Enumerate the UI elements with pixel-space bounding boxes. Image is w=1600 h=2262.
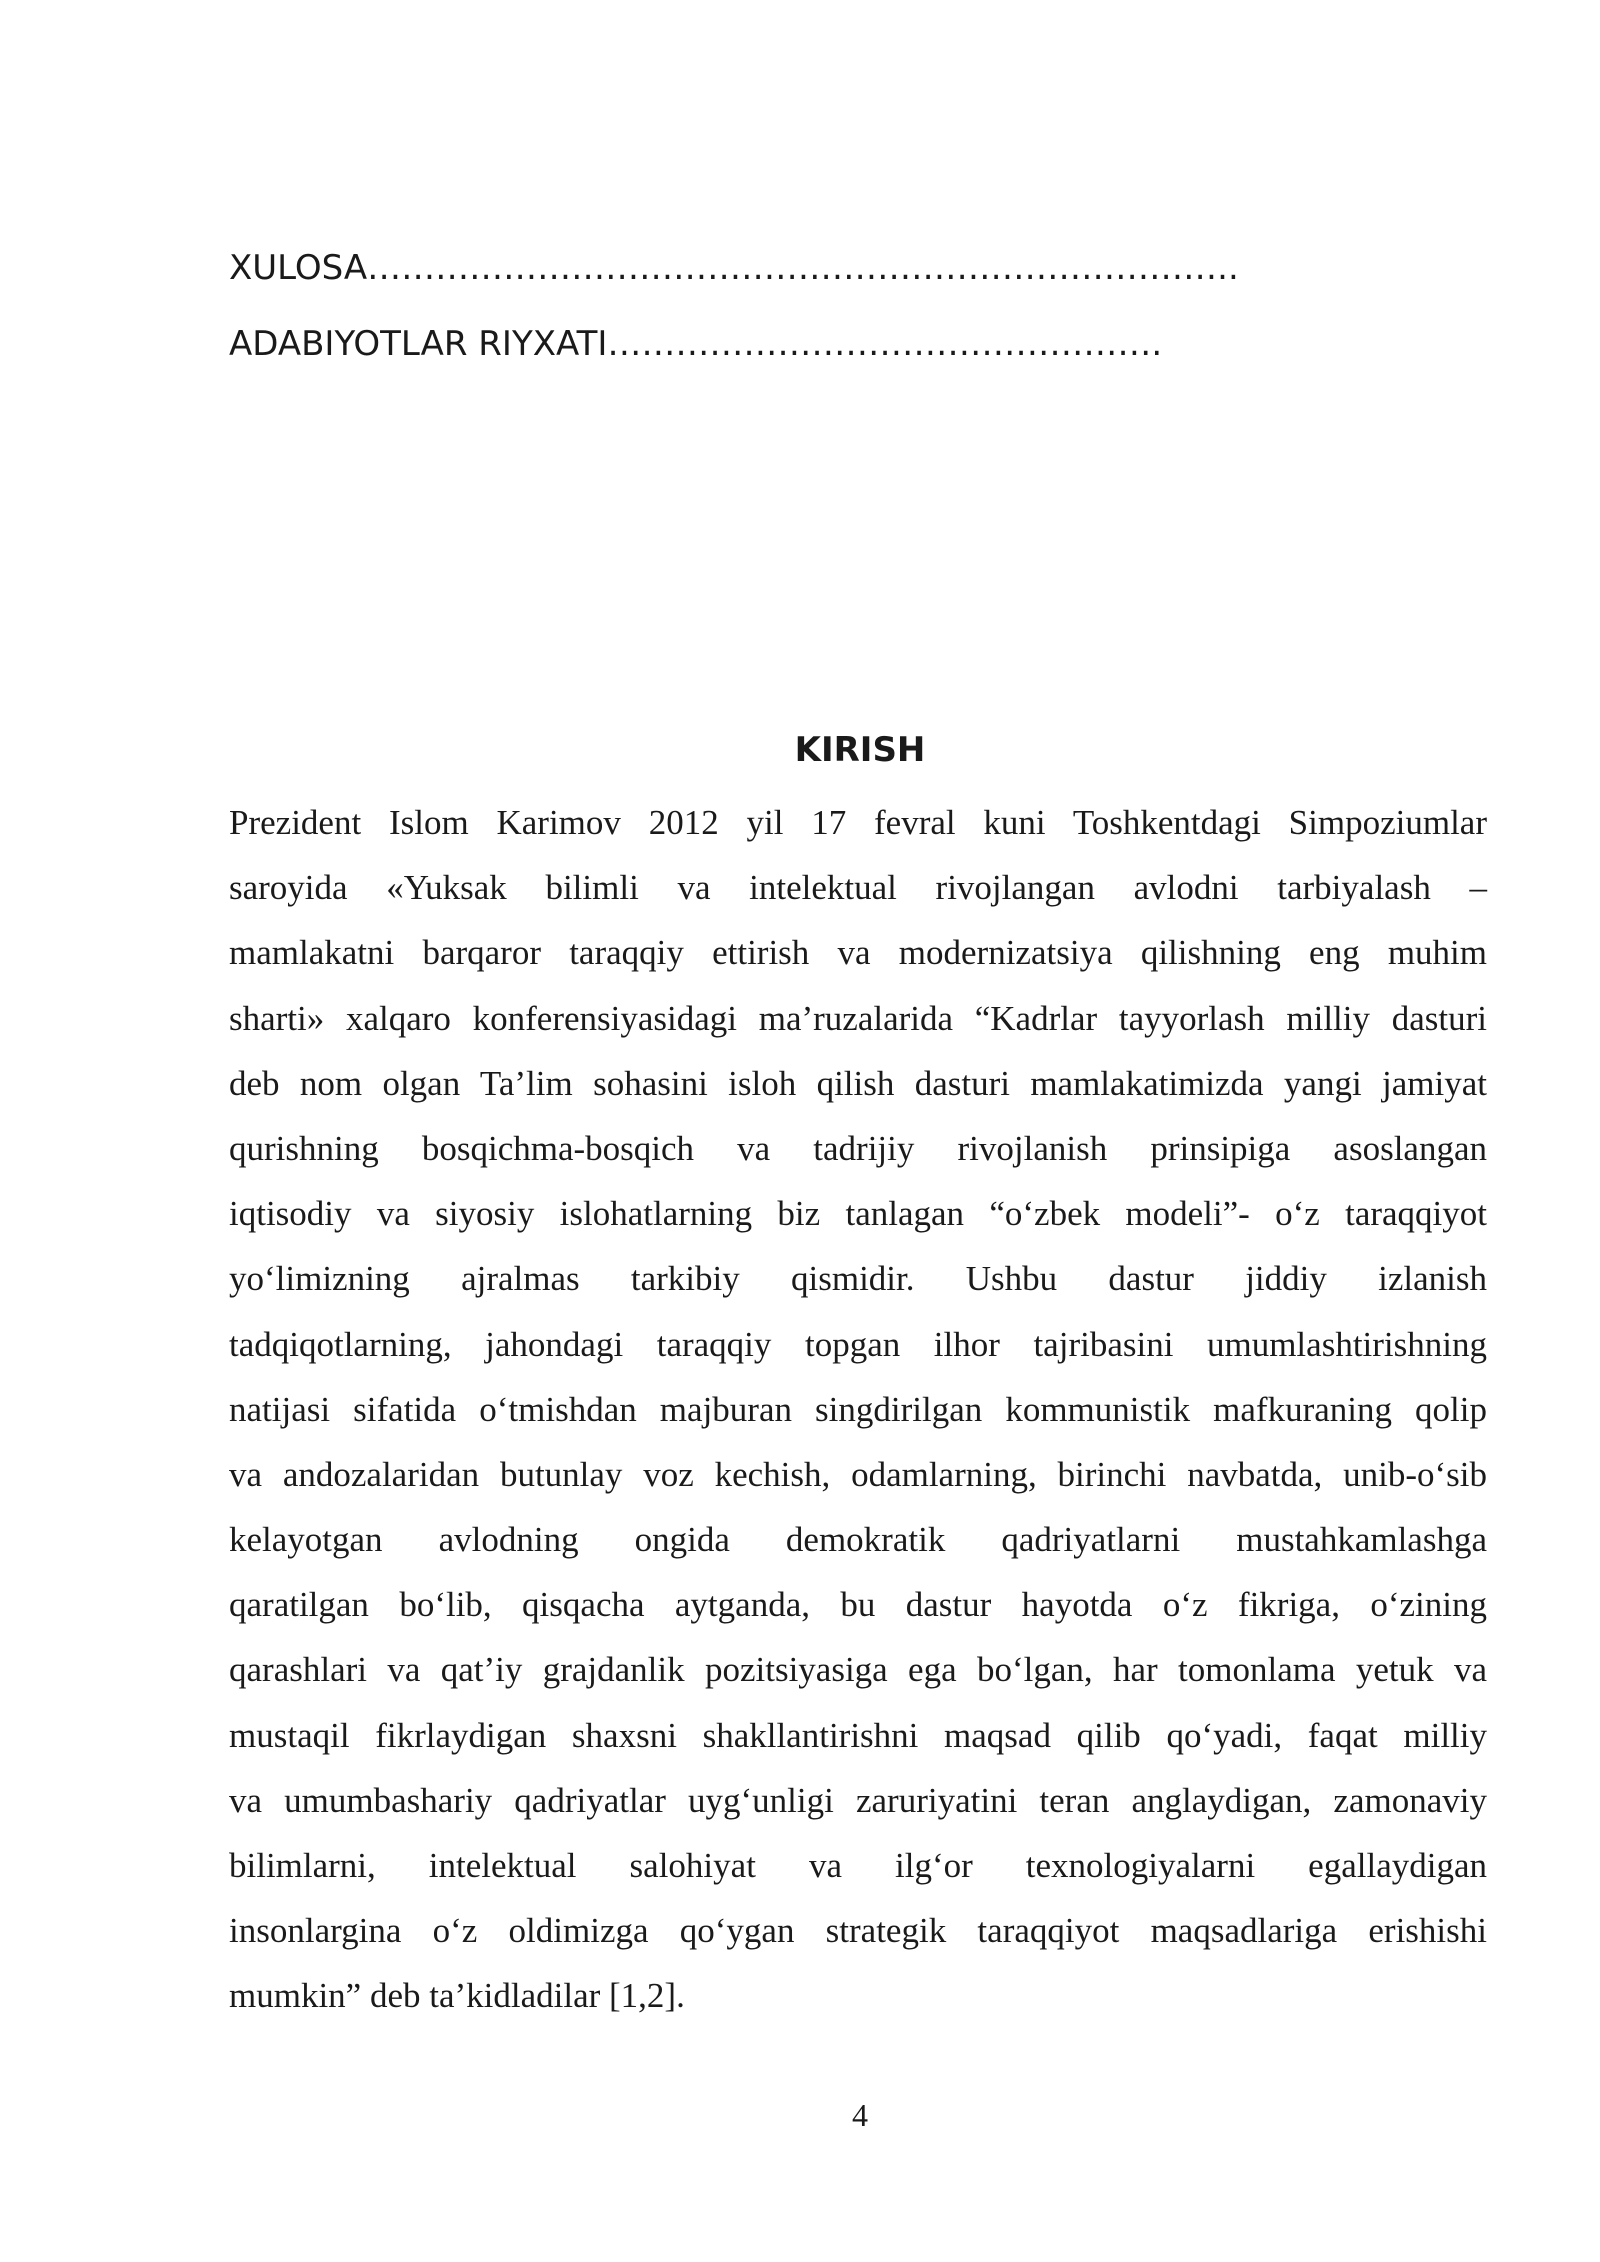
paragraph-line: qurishning bosqichma-bosqich va tadrijiy rivojlanish prinsipiga asoslangan xyxy=(229,1128,1487,1168)
paragraph-line: va andozalaridan butunlay voz kechish, odamlarning, birinchi navbatda, unib-o‘sib xyxy=(229,1454,1487,1494)
paragraph-line: saroyida «Yuksak bilimli va intelektual rivojlangan avlodni tarbiyalash – xyxy=(229,868,1487,908)
section-heading: KIRISH xyxy=(794,730,926,770)
paragraph-line: tadqiqotlarning, jahondagi taraqqiy topgan ilhor tajribasini umumlashtirishning xyxy=(229,1324,1487,1364)
paragraph-line: mumkin” deb ta’kidladilar [1,2]. xyxy=(229,1976,685,2016)
paragraph-line: mustaqil fikrlaydigan shaxsni shakllantirishni maqsad qilib qo‘yadi, faqat milliy xyxy=(229,1715,1487,1755)
toc-entry-adabiyotlar: ADABIYOTLAR RIYXATI…………………………………………. xyxy=(229,324,1163,364)
paragraph-line: kelayotgan avlodning ongida demokratik qadriyatlarni mustahkamlashga xyxy=(229,1520,1487,1560)
paragraph-line: yo‘limizning ajralmas tarkibiy qismidir. Ushbu dastur jiddiy izlanish xyxy=(229,1259,1487,1299)
paragraph-line: qarashlari va qat’iy grajdanlik pozitsiyasiga ega bo‘lgan, har tomonlama yetuk va xyxy=(229,1650,1487,1690)
toc-entry-xulosa: XULOSA………………………………………………………………….. xyxy=(229,248,1239,288)
paragraph-line: mamlakatni barqaror taraqqiy ettirish va modernizatsiya qilishning eng muhim xyxy=(229,933,1487,973)
body-paragraph xyxy=(229,790,1487,2029)
paragraph-line: sharti» xalqaro konferensiyasidagi ma’ruzalarida “Kadrlar tayyorlash milliy dasturi xyxy=(229,998,1487,1038)
paragraph-line: insonlargina o‘z oldimizga qo‘ygan strategik taraqqiyot maqsadlariga erishishi xyxy=(229,1911,1487,1951)
paragraph-line: iqtisodiy va siyosiy islohatlarning biz tanlagan “o‘zbek modeli”- o‘z taraqqiyot xyxy=(229,1194,1487,1234)
paragraph-line: qaratilgan bo‘lib, qisqacha aytganda, bu dastur hayotda o‘z fikriga, o‘zining xyxy=(229,1585,1487,1625)
page-number: 4 xyxy=(852,2097,868,2133)
paragraph-line: bilimlarni, intelektual salohiyat va ilg‘or texnologiyalarni egallaydigan xyxy=(229,1846,1487,1885)
paragraph-line: va umumbashariy qadriyatlar uyg‘unligi zaruriyatini teran anglaydigan, zamonaviy xyxy=(229,1780,1487,1820)
table-of-contents xyxy=(229,230,1489,382)
paragraph-line: Prezident Islom Karimov 2012 yil 17 fevral kuni Toshkentdagi Simpoziumlar xyxy=(229,803,1487,842)
paragraph-line: natijasi sifatida o‘tmishdan majburan singdirilgan kommunistik mafkuraning qolip xyxy=(229,1389,1487,1429)
paragraph-line: deb nom olgan Ta’lim sohasini isloh qilish dasturi mamlakatimizda yangi jamiyat xyxy=(229,1063,1487,1103)
